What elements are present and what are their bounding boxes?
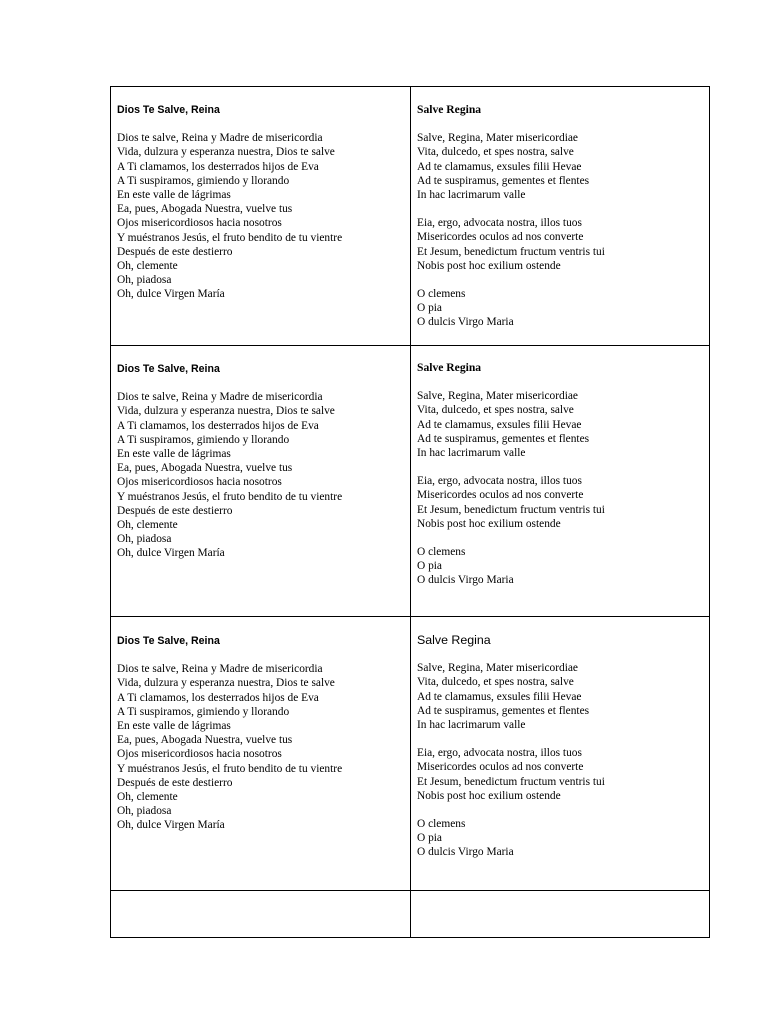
latin-stanza — [417, 545, 605, 588]
prayer-line: Oh, piadosa — [117, 805, 172, 818]
prayer-line: Eia, ergo, advocata nostra, illos tuos — [417, 475, 582, 488]
latin-stanza — [417, 131, 605, 202]
prayer-line: Oh, piadosa — [117, 274, 172, 287]
prayer-line: Et Jesum, benedictum fructum ventris tui — [417, 775, 605, 788]
prayer-line: Después de este destierro — [117, 245, 233, 258]
empty-cell — [411, 891, 709, 937]
prayer-line: Dios te salve, Reina y Madre de misericordia — [117, 663, 323, 676]
prayer-line: O clemens — [417, 546, 466, 559]
prayer-line: Ea, pues, Abogada Nuestra, vuelve tus — [117, 734, 293, 747]
column-divider — [410, 87, 411, 937]
prayer-line: Vida, dulzura y esperanza nuestra, Dios te salve — [117, 677, 335, 690]
prayer-line: Después de este destierro — [117, 776, 233, 789]
prayer-line: O dulcis Virgo Maria — [417, 574, 514, 587]
prayer-line: O dulcis Virgo Maria — [417, 316, 514, 329]
prayer-line: In hac lacrimarum valle — [417, 719, 526, 732]
prayer-line: In hac lacrimarum valle — [417, 189, 526, 202]
prayer-line: Ad te clamamus, exsules filii Hevae — [417, 690, 582, 703]
prayer-card-table — [110, 86, 710, 938]
prayer-line: Nobis post hoc exilium ostende — [417, 259, 561, 272]
spanish-prayer-cell — [117, 103, 342, 302]
spanish-prayer-title: Dios Te Salve, Reina — [117, 363, 220, 375]
prayer-line: Ad te suspiramus, gementes et flentes — [417, 174, 590, 187]
latin-prayer-cell — [417, 103, 605, 330]
latin-prayer-title: Salve Regina — [417, 633, 491, 647]
prayer-line: Ad te suspiramus, gementes et flentes — [417, 432, 590, 445]
row-divider — [111, 616, 709, 617]
prayer-line: O clemens — [417, 288, 466, 301]
prayer-line: Ojos misericordiosos hacia nosotros — [117, 748, 282, 761]
prayer-line: Ea, pues, Abogada Nuestra, vuelve tus — [117, 462, 293, 475]
prayer-line: Eia, ergo, advocata nostra, illos tuos — [417, 747, 582, 760]
prayer-line: O pia — [417, 832, 442, 845]
prayer-line: Ojos misericordiosos hacia nosotros — [117, 476, 282, 489]
prayer-line: A Ti suspiramos, gimiendo y llorando — [117, 705, 290, 718]
spanish-prayer-text — [117, 390, 342, 560]
prayer-line: A Ti suspiramos, gimiendo y llorando — [117, 174, 290, 187]
row-divider — [111, 345, 709, 346]
prayer-line: A Ti clamamos, los desterrados hijos de Eva — [117, 160, 319, 173]
prayer-line: Oh, dulce Virgen María — [117, 819, 225, 832]
spanish-prayer-title: Dios Te Salve, Reina — [117, 104, 220, 116]
latin-prayer-cell — [417, 633, 605, 860]
prayer-line: Ad te clamamus, exsules filii Hevae — [417, 418, 582, 431]
latin-stanza — [417, 661, 605, 732]
prayer-line: Oh, clemente — [117, 791, 178, 804]
prayer-line: Dios te salve, Reina y Madre de misericordia — [117, 132, 323, 145]
prayer-line: Ad te suspiramus, gementes et flentes — [417, 704, 590, 717]
prayer-line: Y muéstranos Jesús, el fruto bendito de tu vientre — [117, 231, 343, 244]
prayer-line: Vita, dulcedo, et spes nostra, salve — [417, 676, 574, 689]
prayer-line: Eia, ergo, advocata nostra, illos tuos — [417, 217, 582, 230]
prayer-line: En este valle de lágrimas — [117, 448, 231, 461]
latin-prayer-title: Salve Regina — [417, 361, 482, 374]
prayer-line: Oh, dulce Virgen María — [117, 547, 225, 560]
prayer-line: Nobis post hoc exilium ostende — [417, 789, 561, 802]
prayer-line: Y muéstranos Jesús, el fruto bendito de tu vientre — [117, 490, 343, 503]
prayer-line: Misericordes oculos ad nos converte — [417, 761, 584, 774]
prayer-line: O pia — [417, 302, 442, 315]
prayer-line: Ea, pues, Abogada Nuestra, vuelve tus — [117, 203, 293, 216]
prayer-line: O dulcis Virgo Maria — [417, 846, 514, 859]
spanish-prayer-title: Dios Te Salve, Reina — [117, 635, 220, 647]
latin-stanza — [417, 287, 605, 330]
spanish-prayer-cell — [117, 362, 342, 561]
prayer-line: Y muéstranos Jesús, el fruto bendito de tu vientre — [117, 762, 343, 775]
spanish-prayer-text — [117, 662, 342, 832]
prayer-line: Vita, dulcedo, et spes nostra, salve — [417, 404, 574, 417]
prayer-line: Salve, Regina, Mater misericordiae — [417, 132, 578, 145]
latin-prayer-title: Salve Regina — [417, 103, 482, 116]
spanish-prayer-text — [117, 131, 342, 301]
latin-stanza — [417, 389, 605, 460]
prayer-line: Misericordes oculos ad nos converte — [417, 231, 584, 244]
prayer-line: En este valle de lágrimas — [117, 720, 231, 733]
prayer-line: Oh, clemente — [117, 260, 178, 273]
prayer-line: O pia — [417, 560, 442, 573]
prayer-line: Salve, Regina, Mater misericordiae — [417, 662, 578, 675]
prayer-line: Dios te salve, Reina y Madre de misericordia — [117, 391, 323, 404]
prayer-line: Salve, Regina, Mater misericordiae — [417, 390, 578, 403]
prayer-line: A Ti clamamos, los desterrados hijos de Eva — [117, 419, 319, 432]
prayer-line: In hac lacrimarum valle — [417, 447, 526, 460]
prayer-line: Vida, dulzura y esperanza nuestra, Dios te salve — [117, 405, 335, 418]
prayer-line: O clemens — [417, 818, 466, 831]
prayer-line: A Ti clamamos, los desterrados hijos de Eva — [117, 691, 319, 704]
prayer-line: Ojos misericordiosos hacia nosotros — [117, 217, 282, 230]
empty-cell — [111, 891, 410, 937]
prayer-line: A Ti suspiramos, gimiendo y llorando — [117, 433, 290, 446]
prayer-line: Et Jesum, benedictum fructum ventris tui — [417, 503, 605, 516]
prayer-line: Nobis post hoc exilium ostende — [417, 517, 561, 530]
spanish-prayer-cell — [117, 634, 342, 833]
latin-stanza — [417, 746, 605, 803]
prayer-line: En este valle de lágrimas — [117, 189, 231, 202]
latin-stanza — [417, 216, 605, 273]
prayer-line: Ad te clamamus, exsules filii Hevae — [417, 160, 582, 173]
latin-stanza — [417, 474, 605, 531]
latin-stanza — [417, 817, 605, 860]
prayer-line: Et Jesum, benedictum fructum ventris tui — [417, 245, 605, 258]
prayer-line: Vita, dulcedo, et spes nostra, salve — [417, 146, 574, 159]
prayer-line: Oh, dulce Virgen María — [117, 288, 225, 301]
latin-prayer-cell — [417, 361, 605, 588]
prayer-line: Vida, dulzura y esperanza nuestra, Dios te salve — [117, 146, 335, 159]
prayer-line: Oh, piadosa — [117, 533, 172, 546]
prayer-line: Después de este destierro — [117, 504, 233, 517]
prayer-line: Misericordes oculos ad nos converte — [417, 489, 584, 502]
prayer-line: Oh, clemente — [117, 519, 178, 532]
